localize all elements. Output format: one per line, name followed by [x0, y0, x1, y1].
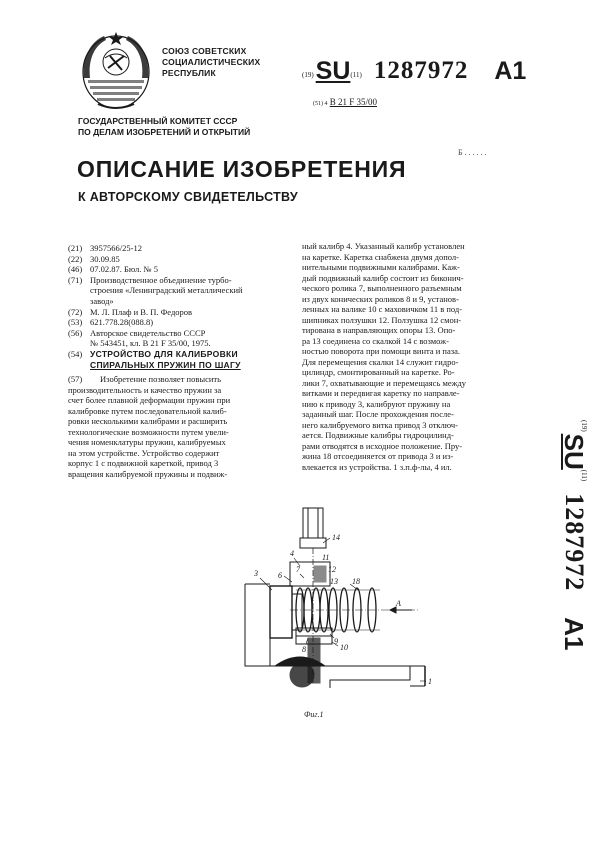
part-label: 13	[330, 577, 338, 586]
text-line: него калибруемого витка привод 3 отключ-	[302, 419, 458, 430]
inid-code-11: (11)	[580, 469, 588, 482]
inid-code-51: (51) 4	[313, 101, 328, 107]
text-line: на каретке. Каретка снабжена двумя допол-	[302, 251, 459, 262]
text-line: ный калибр 4. Указанный калибр установлен	[302, 241, 465, 251]
part-label: 9	[334, 637, 338, 646]
field-54: (54) УСТРОЙСТВО ДЛЯ КАЛИБРОВКИ	[68, 348, 238, 359]
abstract-line: производительность и качество пружин за	[68, 384, 222, 395]
issuer-line: СОЮЗ СОВЕТСКИХ	[162, 46, 247, 56]
text-line: Для перемещения скалки 14 служит гидро-	[302, 356, 459, 367]
abstract-line: ровки несколькими калибрами и расширить	[68, 416, 228, 426]
text-line: нию к приводу 3, калибруют пружину на	[302, 398, 451, 409]
part-label: 10	[340, 643, 348, 652]
part-label: 12	[328, 565, 336, 574]
patent-number: 1287972	[373, 57, 469, 84]
abstract	[68, 374, 296, 479]
committee-name	[78, 116, 250, 137]
part-label: 3	[254, 569, 258, 578]
technical-drawing	[230, 498, 560, 713]
text-line: ленных на валике 10 с маховичком 11 в под-	[302, 304, 463, 314]
text-line: цилиндр, смонтированный на каретке. Ро-	[302, 367, 455, 377]
document-kind: A1	[494, 57, 527, 85]
ussr-emblem-icon	[78, 28, 154, 114]
text-line: витками и передвигая каретку по направле-	[302, 388, 460, 398]
ipc-value: B 21 F 35/00	[329, 97, 378, 107]
committee-line: ПО ДЕЛАМ ИЗОБРЕТЕНИЙ И ОТКРЫТИЙ	[78, 126, 251, 137]
field-22: (22) 30.09.85	[68, 253, 120, 264]
field-46: (46) 07.02.87. Бюл. № 5	[68, 264, 158, 275]
field-54-cont: СПИРАЛЬНЫХ ПРУЖИН ПО ШАГУ	[90, 359, 241, 370]
inid-code-19: (19)	[580, 420, 588, 432]
part-label: 14	[332, 533, 340, 542]
field-53: (53) 621.778.28(088.8)	[68, 317, 154, 328]
committee-line: ГОСУДАРСТВЕННЫЙ КОМИТЕТ СССР	[78, 116, 238, 126]
field-71-cont2: завод»	[90, 295, 114, 306]
text-line: влекается из устройства. 1 з.п.ф-лы, 4 ил.	[302, 461, 452, 472]
abstract-line: технологические возможности путем увели-	[68, 426, 229, 437]
document-kind: A1	[559, 617, 589, 651]
issuer-line: РЕСПУБЛИК	[162, 68, 216, 78]
abstract-line: счет более плавной деформации пружин при	[68, 395, 231, 405]
bibliographic-data	[68, 243, 296, 370]
ipc-classification	[313, 97, 377, 107]
part-label: 8	[302, 645, 306, 654]
document-subtitle: К АВТОРСКОМУ СВИДЕТЕЛЬСТВУ	[78, 190, 298, 204]
part-label: 1	[428, 677, 432, 686]
issuer-line: СОЦИАЛИСТИЧЕСКИХ	[162, 57, 261, 67]
field-56: (56) Авторское свидетельство СССР	[68, 327, 206, 338]
text-line: ра 13 соединена со скалкой 14 с возмож-	[302, 335, 449, 346]
abstract-line: калибровке путем последовательной калиб-	[68, 405, 227, 416]
part-label: 11	[322, 553, 330, 562]
field-71-cont: строения «Ленинградский металлический	[90, 285, 243, 296]
part-label: 18	[352, 577, 360, 586]
text-line: шипниках ползушки 12. Ползушка 12 смон-	[302, 314, 462, 325]
abstract-line: на этом устройстве. Устройство содержит	[68, 447, 220, 458]
inid-code-19: (19)	[302, 71, 314, 79]
text-line: из двух конических роликов 8 и 9, установ-	[302, 293, 459, 304]
library-stamp: Б . . . . . .	[458, 148, 487, 157]
field-21: (21) 3957566/25-12	[68, 243, 142, 253]
text-line: тирована в направляющих опоры 13. Опо-	[302, 325, 456, 335]
publication-number	[302, 52, 526, 84]
text-line: ностью поворота при помощи винта и паза.	[302, 346, 460, 356]
issuer-name	[162, 46, 260, 79]
country-code: SU	[315, 57, 351, 85]
arrow-label: А	[396, 599, 401, 608]
text-line: нительными подвижными калибрами. Каж-	[302, 262, 460, 272]
field-71: (71) Производственное объединение турбо-	[68, 274, 232, 285]
text-line: лики 7, охватывающие и перемещаясь между	[302, 377, 467, 388]
arrow-a	[390, 607, 412, 613]
text-line: жина 18 отсоединяется от привода 3 и из-	[302, 451, 454, 461]
part-label: 7	[296, 565, 300, 574]
country-code: SU	[559, 433, 589, 470]
patent-number: 1287972	[560, 493, 589, 592]
text-line: ческого ролика 7, выполненного разъемным	[302, 283, 462, 293]
abstract-line: корпус 1 с подвижной кареткой, привод 3	[68, 458, 219, 468]
part-label: 4	[290, 549, 294, 558]
abstract-line: чения номенклатуры пружин, калибруемых	[68, 437, 226, 447]
abstract-line: вращения калибруемой пружины и подвиж-	[68, 468, 228, 479]
text-line: рами отводятся в исходное положение. Пру-	[302, 440, 463, 451]
figure-caption: Фиг.1	[304, 710, 324, 719]
document-title: ОПИСАНИЕ ИЗОБРЕТЕНИЯ	[77, 156, 407, 182]
abstract-continuation	[302, 241, 542, 472]
inid-code-11: (11)	[350, 71, 362, 79]
part-label: 6	[278, 571, 282, 580]
field-56-cont: № 543451, кл. В 21 F 35/00, 1975.	[90, 338, 211, 349]
text-line: заданный шаг. После прохождения после-	[302, 409, 454, 419]
abstract-first-line: (57) Изобретение позволяет повысить	[68, 374, 221, 384]
text-line: дый подвижный калибр состоит из биконич-	[302, 272, 464, 283]
field-72: (72) М. Л. Плаф и В. П. Федоров	[68, 306, 193, 317]
text-line: ается. Подвижные калибры гидроцилинд-	[302, 430, 454, 440]
